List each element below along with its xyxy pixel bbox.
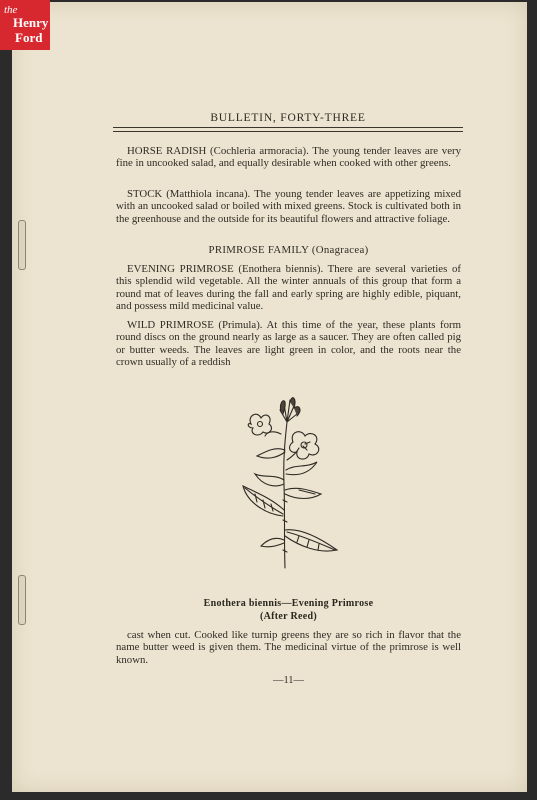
paragraph-wild-primrose: WILD PRIMROSE (Primula). At this time of the year, these plants form round discs on the ground nearly as large as a saucer. They are often called pig or butter weeds. The leaves are light green in color, and the roots near the crown usually of a reddish [116,319,461,368]
plant-drawing-icon [237,390,347,580]
figure-caption [116,597,461,623]
paragraph-stock: STOCK (Matthiola incana). The young tender leaves are appetizing mixed with an uncooked salad or boiled with mixed greens. Stock is cultivated both in the greenhouse and the outside for its beautiful flowers and attractive foliage. [116,188,461,225]
header-rule-thick [113,127,463,128]
henry-ford-logo [0,0,50,50]
running-header: BULLETIN, FORTY-THREE [210,112,366,124]
section-heading-primrose-family: PRIMROSE FAMILY (Onagracea) [208,244,369,256]
logo-text-ford: Ford [15,30,43,45]
staple-bottom [18,575,26,625]
caption-credit: (After Reed) [260,611,317,622]
header-rule-thin [113,131,463,132]
staple-top [18,220,26,270]
page-number: —11— [272,675,305,686]
bulletin-page [12,2,527,792]
paragraph-continuation: cast when cut. Cooked like turnip greens they are so rich in flavor that the name butter weed is given them. The medicinal virtue of the primrose is well known. [116,629,461,666]
evening-primrose-illustration [237,390,347,580]
paragraph-horse-radish: HORSE RADISH (Cochleria armoracia). The young tender leaves are very fine in uncooked salad, and equally desirable when cooked with other greens. [116,145,461,170]
logo-text-henry: Henry [13,15,49,30]
caption-title: Enothera biennis—Evening Primrose [203,598,374,609]
logo-text-the: the [4,4,18,16]
paragraph-evening-primrose: EVENING PRIMROSE (Enothera biennis). There are several varieties of this splendid wild vegetable. All the winter annuals of this group that form a round mat of leaves during the fall and early spring are highly edible, piquant, and possess mild medicinal value. [116,263,461,312]
